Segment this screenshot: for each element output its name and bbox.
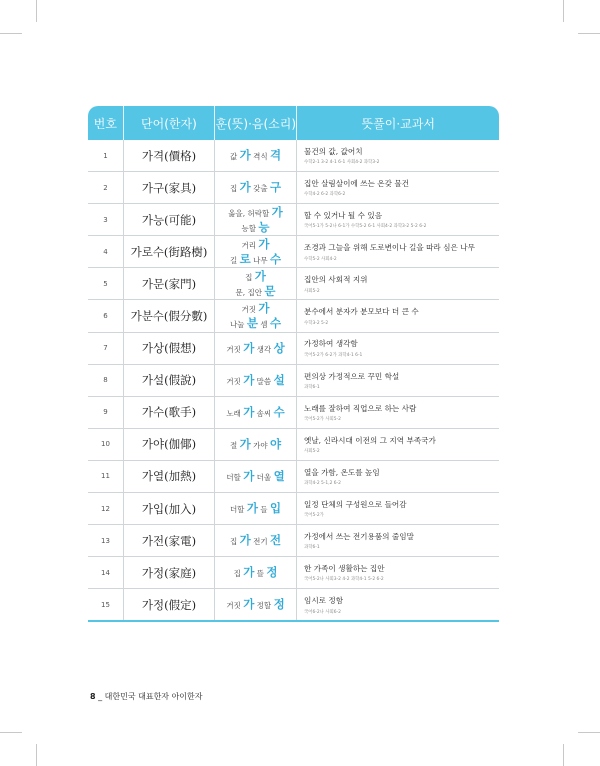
textbook-references: 국어5-2나 사회3-2 4-2 과학4-1 5-2 6-2 bbox=[304, 577, 384, 583]
vocabulary-table bbox=[88, 106, 499, 622]
word-hanja: 가설(假說) bbox=[123, 365, 214, 396]
table-row bbox=[88, 493, 499, 525]
sound-syllable: 로 bbox=[239, 251, 251, 266]
sound-syllable: 가 bbox=[243, 565, 255, 580]
definition-text: 한 가족이 생활하는 집안 bbox=[304, 564, 385, 574]
textbook-references: 국어5-2가 6-2가 과학4-1 6-1 bbox=[304, 352, 363, 358]
meaning-gloss: 생각 bbox=[254, 344, 274, 354]
sound-syllable: 가 bbox=[258, 236, 270, 251]
meaning-gloss: 솜씨 bbox=[254, 408, 274, 418]
book-title: 대한민국 대표한자 아이한자 bbox=[104, 692, 203, 701]
hun-eum-reading bbox=[214, 268, 296, 299]
reading-line bbox=[230, 180, 281, 195]
row-number: 11 bbox=[101, 472, 110, 481]
meaning-gloss: 더할 bbox=[226, 473, 244, 483]
textbook-references: 사회5-2 bbox=[304, 288, 320, 294]
meaning-gloss: 더울 bbox=[254, 473, 274, 483]
row-number: 8 bbox=[103, 376, 108, 385]
meaning-cell bbox=[296, 300, 499, 331]
word-hanja: 가전(家電) bbox=[123, 525, 214, 556]
footer-separator: _ bbox=[98, 692, 103, 701]
meaning-gloss: 말씀 bbox=[254, 376, 274, 386]
hun-eum-reading bbox=[214, 172, 296, 203]
definition-text: 집안 살림살이에 쓰는 온갖 물건 bbox=[304, 178, 410, 188]
textbook-references: 사회5-2 bbox=[304, 449, 320, 455]
table-row bbox=[88, 429, 499, 461]
sound-syllable: 가 bbox=[246, 501, 258, 516]
row-number: 2 bbox=[103, 183, 108, 192]
row-number: 3 bbox=[103, 215, 108, 224]
textbook-references: 과학4-2 5-1,2 6-2 bbox=[304, 481, 341, 487]
table-row bbox=[88, 365, 499, 397]
sound-syllable: 수 bbox=[269, 316, 282, 331]
reading-line bbox=[226, 597, 284, 612]
textbook-references: 수학4-2 6-2 과학6-2 bbox=[304, 192, 346, 198]
hun-eum-reading bbox=[214, 365, 296, 396]
sound-syllable: 가 bbox=[239, 148, 251, 163]
row-number: 14 bbox=[101, 568, 110, 577]
reading-line bbox=[242, 237, 270, 252]
meaning-gloss: 셈 bbox=[257, 320, 270, 330]
definition-text: 할 수 있거나 될 수 있음 bbox=[304, 211, 383, 221]
table-row bbox=[88, 397, 499, 429]
meaning-cell bbox=[296, 589, 499, 620]
meaning-gloss: 정할 bbox=[254, 601, 274, 611]
definition-text: 옛날, 신라시대 이전의 그 지역 부족국가 bbox=[304, 435, 436, 445]
word-hanja: 가수(歌手) bbox=[123, 397, 214, 428]
sound-syllable: 격 bbox=[269, 148, 282, 163]
reading-line bbox=[228, 205, 283, 220]
hun-eum-reading bbox=[214, 236, 296, 267]
hun-eum-reading bbox=[214, 557, 296, 588]
sound-syllable: 가 bbox=[239, 180, 251, 195]
table-row bbox=[88, 236, 499, 268]
meaning-cell bbox=[296, 268, 499, 299]
crop-mark bbox=[0, 33, 22, 34]
word-hanja: 가야(伽倻) bbox=[123, 429, 214, 460]
crop-mark bbox=[36, 0, 37, 22]
meaning-gloss: 길 bbox=[229, 255, 240, 265]
meaning-gloss: 능할 bbox=[241, 223, 259, 233]
sound-syllable: 가 bbox=[243, 469, 255, 484]
meaning-cell bbox=[296, 525, 499, 556]
meaning-cell bbox=[296, 333, 499, 364]
word-hanja: 가문(家門) bbox=[123, 268, 214, 299]
textbook-references: 국어5-2가 bbox=[304, 513, 324, 519]
definition-text: 가정하여 생각함 bbox=[304, 339, 358, 349]
meaning-cell bbox=[296, 557, 499, 588]
meaning-gloss: 격식 bbox=[250, 152, 270, 162]
reading-line bbox=[226, 469, 284, 484]
meaning-gloss: 거짓 bbox=[226, 601, 244, 611]
crop-mark bbox=[36, 744, 37, 766]
reading-line bbox=[234, 565, 278, 580]
sound-syllable: 구 bbox=[269, 180, 282, 195]
reading-line bbox=[226, 373, 284, 388]
textbook-references: 수학3-2 5-2 bbox=[304, 320, 329, 326]
hun-eum-reading bbox=[214, 397, 296, 428]
definition-text: 열을 가함, 온도를 높임 bbox=[304, 467, 380, 477]
crop-mark bbox=[578, 732, 600, 733]
table-row bbox=[88, 589, 499, 622]
table-row bbox=[88, 204, 499, 236]
textbook-references: 국어6-2나 사회6-2 bbox=[304, 609, 341, 615]
definition-text: 일정 단체의 구성원으로 들어감 bbox=[304, 499, 407, 509]
row-number: 12 bbox=[101, 504, 110, 513]
table-row bbox=[88, 333, 499, 365]
word-hanja: 가정(假定) bbox=[123, 589, 214, 620]
textbook-references: 수학5-2 사회4-2 bbox=[304, 256, 337, 262]
sound-syllable: 설 bbox=[273, 372, 285, 387]
definition-text: 물건의 값, 값어치 bbox=[304, 146, 363, 156]
sound-syllable: 가 bbox=[254, 268, 266, 283]
row-number: 15 bbox=[101, 600, 110, 609]
sound-syllable: 가 bbox=[239, 533, 251, 548]
row-number: 6 bbox=[103, 312, 108, 321]
crop-mark bbox=[563, 0, 564, 22]
sound-syllable: 가 bbox=[243, 372, 255, 387]
row-number: 4 bbox=[103, 247, 108, 256]
crop-mark bbox=[0, 732, 22, 733]
meaning-gloss: 거짓 bbox=[241, 305, 259, 315]
definition-text: 가정에서 쓰는 전기용품의 줄임말 bbox=[304, 531, 414, 541]
sound-syllable: 정 bbox=[266, 565, 278, 580]
header-number: 번호 bbox=[93, 116, 117, 131]
sound-syllable: 야 bbox=[269, 436, 282, 451]
word-hanja: 가입(加入) bbox=[123, 493, 214, 524]
word-hanja: 가구(家具) bbox=[123, 172, 214, 203]
word-hanja: 가능(可能) bbox=[123, 204, 214, 235]
header-reading: 훈(뜻)·음(소리) bbox=[214, 106, 296, 140]
meaning-gloss: 더할 bbox=[229, 505, 247, 515]
meaning-cell bbox=[296, 365, 499, 396]
reading-line bbox=[226, 341, 284, 356]
meaning-gloss: 거짓 bbox=[226, 376, 244, 386]
reading-line bbox=[230, 533, 281, 548]
crop-mark bbox=[563, 744, 564, 766]
hun-eum-reading bbox=[214, 429, 296, 460]
sound-syllable: 문 bbox=[264, 283, 276, 298]
row-number: 5 bbox=[103, 279, 108, 288]
crop-mark bbox=[578, 33, 600, 34]
reading-line bbox=[226, 405, 284, 420]
textbook-references: 국어5-2가 사회5-2 bbox=[304, 416, 341, 422]
table-row bbox=[88, 461, 499, 493]
row-number: 1 bbox=[103, 151, 108, 160]
meaning-gloss: 가야 bbox=[250, 440, 270, 450]
meaning-gloss: 전기 bbox=[250, 537, 270, 547]
sound-syllable: 가 bbox=[243, 597, 255, 612]
reading-line bbox=[230, 316, 281, 331]
hun-eum-reading bbox=[214, 333, 296, 364]
table-header bbox=[88, 106, 499, 140]
sound-syllable: 전 bbox=[269, 533, 282, 548]
page-footer bbox=[90, 691, 203, 702]
sound-syllable: 가 bbox=[243, 340, 255, 355]
hun-eum-reading bbox=[214, 493, 296, 524]
reading-line bbox=[242, 301, 270, 316]
hun-eum-reading bbox=[214, 140, 296, 171]
table-row bbox=[88, 140, 499, 172]
sound-syllable: 가 bbox=[271, 204, 283, 219]
definition-text: 조경과 그늘을 위해 도로변이나 길을 따라 심은 나무 bbox=[304, 243, 475, 253]
sound-syllable: 상 bbox=[273, 340, 285, 355]
sound-syllable: 분 bbox=[246, 316, 258, 331]
meaning-gloss: 옳을, 허락할 bbox=[228, 208, 272, 218]
hun-eum-reading bbox=[214, 589, 296, 620]
meaning-gloss: 집 bbox=[229, 184, 240, 194]
textbook-references: 수학2-1 3-2 4-1 6-1 사회4-2 과학3-2 bbox=[304, 160, 380, 166]
definition-text: 집안의 사회적 지위 bbox=[304, 275, 368, 285]
table-row bbox=[88, 172, 499, 204]
meaning-gloss: 나눌 bbox=[229, 320, 247, 330]
definition-text: 노래를 잘하여 직업으로 하는 사람 bbox=[304, 403, 417, 413]
reading-line bbox=[230, 252, 281, 267]
meaning-gloss: 절 bbox=[229, 440, 240, 450]
reading-line bbox=[230, 437, 281, 452]
textbook-references: 과학6-1 bbox=[304, 384, 320, 390]
sound-syllable: 수 bbox=[273, 404, 285, 419]
row-number: 10 bbox=[101, 440, 110, 449]
word-hanja: 가분수(假分數) bbox=[123, 300, 214, 331]
textbook-references: 과학6-1 bbox=[304, 545, 320, 551]
definition-text: 편의상 가정적으로 꾸민 학설 bbox=[304, 371, 400, 381]
reading-line bbox=[230, 501, 281, 516]
sound-syllable: 가 bbox=[258, 301, 270, 316]
meaning-gloss: 거리 bbox=[241, 240, 259, 250]
meaning-gloss: 거짓 bbox=[226, 344, 244, 354]
hun-eum-reading bbox=[214, 525, 296, 556]
sound-syllable: 가 bbox=[243, 404, 255, 419]
row-number: 13 bbox=[101, 536, 110, 545]
meaning-gloss: 집 bbox=[245, 272, 255, 282]
word-hanja: 가열(加熱) bbox=[123, 461, 214, 492]
row-number: 9 bbox=[103, 408, 108, 417]
meaning-gloss: 노래 bbox=[226, 408, 244, 418]
definition-text: 분수에서 분자가 분모보다 더 큰 수 bbox=[304, 307, 419, 317]
word-hanja: 가정(家庭) bbox=[123, 557, 214, 588]
table-row bbox=[88, 557, 499, 589]
meaning-cell bbox=[296, 172, 499, 203]
sound-syllable: 입 bbox=[269, 501, 282, 516]
sound-syllable: 정 bbox=[273, 597, 285, 612]
meaning-gloss: 집 bbox=[233, 569, 244, 579]
meaning-gloss: 뜰 bbox=[254, 569, 267, 579]
table-body bbox=[88, 140, 499, 622]
meaning-cell bbox=[296, 140, 499, 171]
definition-text: 임시로 정함 bbox=[304, 596, 344, 606]
sound-syllable: 수 bbox=[269, 251, 282, 266]
reading-line bbox=[230, 148, 281, 163]
header-meaning: 뜻풀이·교과서 bbox=[296, 106, 499, 140]
hun-eum-reading bbox=[214, 204, 296, 235]
row-number: 7 bbox=[103, 344, 108, 353]
table-row bbox=[88, 525, 499, 557]
meaning-gloss: 값 bbox=[229, 152, 240, 162]
meaning-gloss: 들 bbox=[257, 505, 270, 515]
meaning-gloss: 나무 bbox=[250, 255, 270, 265]
word-hanja: 가로수(街路樹) bbox=[123, 236, 214, 267]
page-number: 8 bbox=[90, 692, 96, 701]
meaning-gloss: 집 bbox=[229, 537, 240, 547]
sound-syllable: 열 bbox=[273, 469, 285, 484]
reading-line bbox=[242, 220, 270, 235]
meaning-cell bbox=[296, 429, 499, 460]
header-word: 단어(한자) bbox=[123, 106, 214, 140]
textbook-references: 국어5-1가 5-2나 6-1가 수학5-2 6-1 사회4-2 과학3-2 5-2 6-2 bbox=[304, 224, 427, 230]
sound-syllable: 가 bbox=[239, 436, 251, 451]
word-hanja: 가격(價格) bbox=[123, 140, 214, 171]
hun-eum-reading bbox=[214, 461, 296, 492]
table-row bbox=[88, 300, 499, 332]
meaning-cell bbox=[296, 236, 499, 267]
meaning-cell bbox=[296, 397, 499, 428]
word-hanja: 가상(假想) bbox=[123, 333, 214, 364]
meaning-cell bbox=[296, 204, 499, 235]
meaning-cell bbox=[296, 461, 499, 492]
table-row bbox=[88, 268, 499, 300]
meaning-cell bbox=[296, 493, 499, 524]
meaning-gloss: 갖출 bbox=[250, 184, 270, 194]
reading-line bbox=[236, 284, 276, 299]
meaning-gloss: 문, 집안 bbox=[235, 287, 265, 297]
sound-syllable: 능 bbox=[258, 219, 270, 234]
reading-line bbox=[245, 269, 266, 284]
hun-eum-reading bbox=[214, 300, 296, 331]
